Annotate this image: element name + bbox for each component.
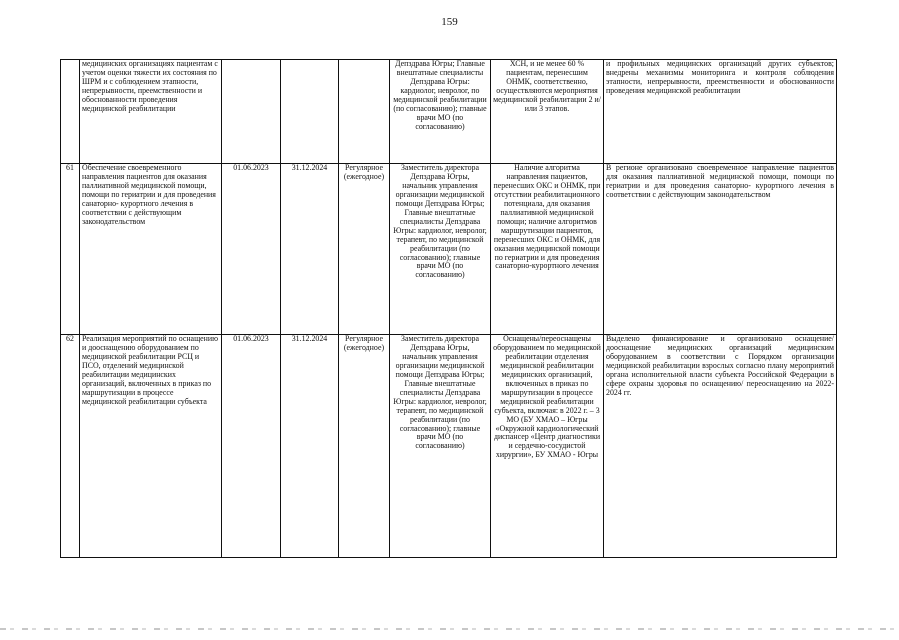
result-cell: В регионе организовано своевременное направление пациентов для оказания паллиативной медицинской помощи, помощи по гериатрии и для проведения санаторно- курортного лечения в соответствии с действующим законодательством [604, 164, 837, 335]
end-date-cell [281, 60, 339, 164]
responsible-cell: Депздрава Югры; Главные внештатные специалисты Депздрава Югры: кардиолог, невролог, по медицинской реабилитации (по согласованию); главные врачи МО (по согласованию) [390, 60, 491, 164]
plan-table [60, 59, 837, 558]
event-cell: Обеспечение своевременного направления пациентов для оказания паллиативной медицинской помощи, помощи по гериатрии и для проведения санаторно- курортного лечения в соответствии с действующим законодательством [80, 164, 222, 335]
end-date-cell: 31.12.2024 [281, 164, 339, 335]
start-date-cell: 01.06.2023 [222, 335, 281, 558]
start-date-cell [222, 60, 281, 164]
type-cell: Регулярное (ежегодное) [339, 164, 390, 335]
type-cell [339, 60, 390, 164]
row-number-cell: 62 [61, 335, 80, 558]
result-cell: Выделено финансирование и организовано оснащение/дооснащение медицинских организаций медицинским оборудованием в соответствии с Порядком организации медицинской реабилитации взрослых согласно плану мероприятий органа исполнительной власти субъекта Российской Федерации в сфере охраны здоровья по оснащению/ переоснащению на 2022-2024 гг. [604, 335, 837, 558]
result-cell: и профильных медицинских организаций других субъектов; внедрены механизмы мониторинга и контроля соблюдения этапности, непрерывности, преемственности и обоснованности проведения медицинской реабилитации [604, 60, 837, 164]
type-cell: Регулярное (ежегодное) [339, 335, 390, 558]
scan-artifact-line [0, 628, 899, 630]
table-row [61, 60, 837, 164]
responsible-cell: Заместитель директора Депздрава Югры, начальник управления организации медицинской помощи Депздрава Югры; Главные внештатные специалисты Депздрава Югры: кардиолог, невролог, терапевт, по медицинской реабилитации (по согласованию); главные врачи МО (по согласованию) [390, 335, 491, 558]
event-cell: Реализация мероприятий по оснащению и дооснащению оборудованием по медицинской реабилитации РСЦ и ПСО, отделений медицинской реабилитации медицинских организаций, включенных в приказ по маршрутизации в процессе медицинской реабилитации субъекта [80, 335, 222, 558]
table-row [61, 335, 837, 558]
row-number-cell [61, 60, 80, 164]
indicator-cell: Оснащены/переоснащены оборудованием по медицинской реабилитации отделения медицинской реабилитации медицинских организаций, включенных в приказ по маршрутизации в процессе медицинской реабилитации субъекта, включая: в 2022 г. – 3 МО (БУ ХМАО – Югры «Окружной кардиологический диспансер «Центр диагностики и сердечно-сосудистой хирургии», БУ ХМАО - Югры [491, 335, 604, 558]
responsible-cell: Заместитель директора Депздрава Югры, начальник управления организации медицинской помощи Депздрава Югры; Главные внештатные специалисты Депздрава Югры: кардиолог, невролог, терапевт, по медицинской реабилитации (по согласованию); главные врачи МО (по согласованию) [390, 164, 491, 335]
indicator-cell: ХСН, и не менее 60 % пациентам, перенесшим ОНМК, соответственно, осуществляются мероприятия медицинской реабилитации 2 и/или 3 этапов. [491, 60, 604, 164]
event-cell: медицинских организациях пациентам с учетом оценки тяжести их состояния по ШРМ и с соблюдением этапности, непрерывности, преемственности и обоснованности проведения медицинской реабилитации [80, 60, 222, 164]
table-row [61, 164, 837, 335]
row-number-cell: 61 [61, 164, 80, 335]
end-date-cell: 31.12.2024 [281, 335, 339, 558]
start-date-cell: 01.06.2023 [222, 164, 281, 335]
page-number: 159 [441, 16, 458, 28]
indicator-cell: Наличие алгоритма направления пациентов, перенесших ОКС и ОНМК, при отсутствии реабилитационного потенциала, для оказания паллиативной медицинской помощи; наличие алгоритмов маршрутизации пациентов, перенесших ОКС и ОНМК, для оказания медицинской помощи по гериатрии и для проведения санаторно-курортного лечения [491, 164, 604, 335]
